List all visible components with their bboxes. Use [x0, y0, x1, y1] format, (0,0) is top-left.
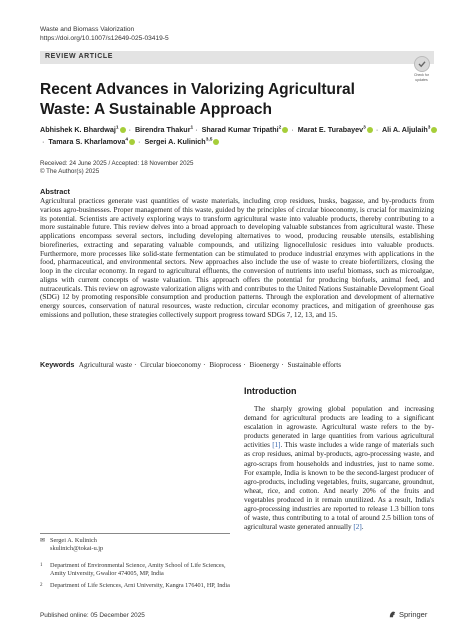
- keyword: Bioprocess: [209, 361, 242, 369]
- publisher-logo: [388, 610, 427, 619]
- envelope-icon: ✉: [40, 538, 46, 544]
- author-list: Abhishek K. Bhardwaj$^1$ · Birendra Thakur$^1$ · Sharad Kumar Tripathi$^2$ · Marat E. Turabayev$^3$ · Ali A. Aljulaih$^3$· Tamara S. Kharlamova$^4$ · Sergei A. Kulinich$^{3,5}$: [40, 124, 440, 148]
- affiliations: [40, 562, 240, 594]
- keywords-label: Keywords: [40, 360, 75, 369]
- orcid-icon[interactable]: [431, 127, 437, 133]
- author[interactable]: Sergei A. Kulinich$^{3,5}$: [144, 137, 220, 146]
- received-accepted: Received: 24 June 2025 / Accepted: 18 November 2025: [40, 160, 194, 167]
- badge-text-1: Check for: [414, 73, 429, 77]
- badge-text-2: updates: [415, 78, 428, 82]
- author[interactable]: Ali A. Aljulaih$^3$: [382, 125, 438, 134]
- keyword: Circular bioeconomy: [140, 361, 202, 369]
- citation-link[interactable]: [2]: [353, 523, 362, 532]
- author[interactable]: Abhishek K. Bhardwaj$^1$: [40, 125, 127, 134]
- keyword: Agricultural waste: [78, 361, 133, 369]
- corresponding-email[interactable]: skulinich@tokai-u.jp: [50, 545, 104, 552]
- abstract-heading: Abstract: [40, 187, 70, 196]
- check-for-updates-badge[interactable]: [409, 56, 434, 84]
- orcid-icon[interactable]: [367, 127, 373, 133]
- article-dates: [40, 160, 193, 176]
- check-for-updates-icon: [414, 56, 430, 72]
- orcid-icon[interactable]: [282, 127, 288, 133]
- author[interactable]: Sharad Kumar Tripathi$^2$: [202, 125, 290, 134]
- abstract-text: Agricultural practices generate vast quantities of waste materials, including crop residues, husks, bagasse, and by-products from various agro-businesses. Proper management of this waste, guided by the principles of circular bioeconomy, is crucial for maximizing its potential. Scientists are actively exploring ways to transform agricultural waste into valuable products, thereby contributing to a more sustainable future. This review delves into a broad approach to developing valuable substances from agricultural waste. These applications encompass several sectors, including developing alternatives to wood, producing reusable utensils, establishing biorefineries, extracting and separating valuable compounds, and utilizing lignocellulosic residues into valuable products. Furthermore, more processes like solid-state fermentation can be stimulated to produce industrial enzymes with applications in the food, pharmaceutical, and environmental sectors. New approaches also include the use of waste to create biofertilizers, closing the loop in the circular economy. In regard to agricultural effluents, the conversion of nutrients into useful biomass, such as microalgae, aligns with current concepts of waste valuation. This approach offers the potential for producing biofuels, animal feed, and nutraceuticals. This review on agrowaste valorization aligns with and contributes to the United Nations Sustainable Development Goal (SDG) 12 by promoting responsible consumption and production patterns. Through the exploration and development of alternative energy sources, conservation of natural resources, waste reduction, circular economy practices, and mitigation of greenhouse gas emissions and pollution, these strategies collectively support progress toward SDGs 7, 12, 13, and 15.: [40, 196, 434, 319]
- journal-header: [40, 26, 169, 43]
- affiliation: 2 Department of Life Sciences, Arni University, Kangra 176401, HP, India: [40, 581, 230, 589]
- orcid-icon[interactable]: [129, 139, 135, 145]
- orcid-icon[interactable]: [120, 127, 126, 133]
- affiliation: 1 Department of Environmental Science, Amity School of Life Sciences, Amity University, Gwalior 474005, MP, India: [40, 562, 226, 577]
- copyright: © The Author(s) 2025: [40, 168, 100, 176]
- affiliation-divider: [40, 533, 230, 534]
- published-online: Published online: 05 December 2025: [40, 612, 145, 619]
- article-type-bar: [40, 51, 434, 64]
- corresponding-author: Sergei A. Kulinich: [50, 537, 97, 544]
- introduction-heading: Introduction: [244, 386, 297, 396]
- doi-link[interactable]: https://doi.org/10.1007/s12649-025-03419-5: [40, 34, 169, 42]
- keyword: Sustainable efforts: [287, 361, 342, 369]
- journal-name: Waste and Biomass Valorization: [40, 26, 135, 33]
- article-type-label: REVIEW ARTICLE: [45, 53, 114, 60]
- keyword: Bioenergy: [249, 361, 280, 369]
- author[interactable]: Marat E. Turabayev$^3$: [298, 125, 374, 134]
- publisher-name: Springer: [399, 610, 428, 619]
- citation-link[interactable]: [1]: [272, 441, 281, 450]
- keywords: Keywords Agricultural waste · Circular bioeconomy · Bioprocess · Bioenergy · Sustainable efforts: [40, 360, 342, 369]
- article-title: Recent Advances in Valorizing Agricultural Waste: A Sustainable Approach: [40, 81, 355, 118]
- springer-horse-icon: [388, 610, 397, 619]
- author[interactable]: Birendra Thakur$^1$: [134, 125, 194, 135]
- orcid-icon[interactable]: [213, 139, 219, 145]
- author[interactable]: Tamara S. Kharlamova$^4$: [48, 137, 136, 146]
- introduction-text: The sharply growing global population and increasing demand for agricultural products are leading to a significant escalation in agrowaste. Agricultural waste refers to the by-products generated in large quantities from various agricultural activities [1]. This waste includes a wide range of materials such as crop residues, animal by-products, agro-processing waste, and agro-scraps from households and industries, just to name some. For example, India is known to be the second-largest producer of agro-products, including vegetables, fruits, sugarcane, groundnut, wheat, rice, and cotton. And nearly 20% of the fruits and vegetables produced in it remain unutilized. As a result, India's agro-processing industries are reported to release 1.3 billion tons of waste, thus contributing to a total of around 2.5 billion tons of agricultural waste generated annually [2].: [244, 405, 435, 532]
